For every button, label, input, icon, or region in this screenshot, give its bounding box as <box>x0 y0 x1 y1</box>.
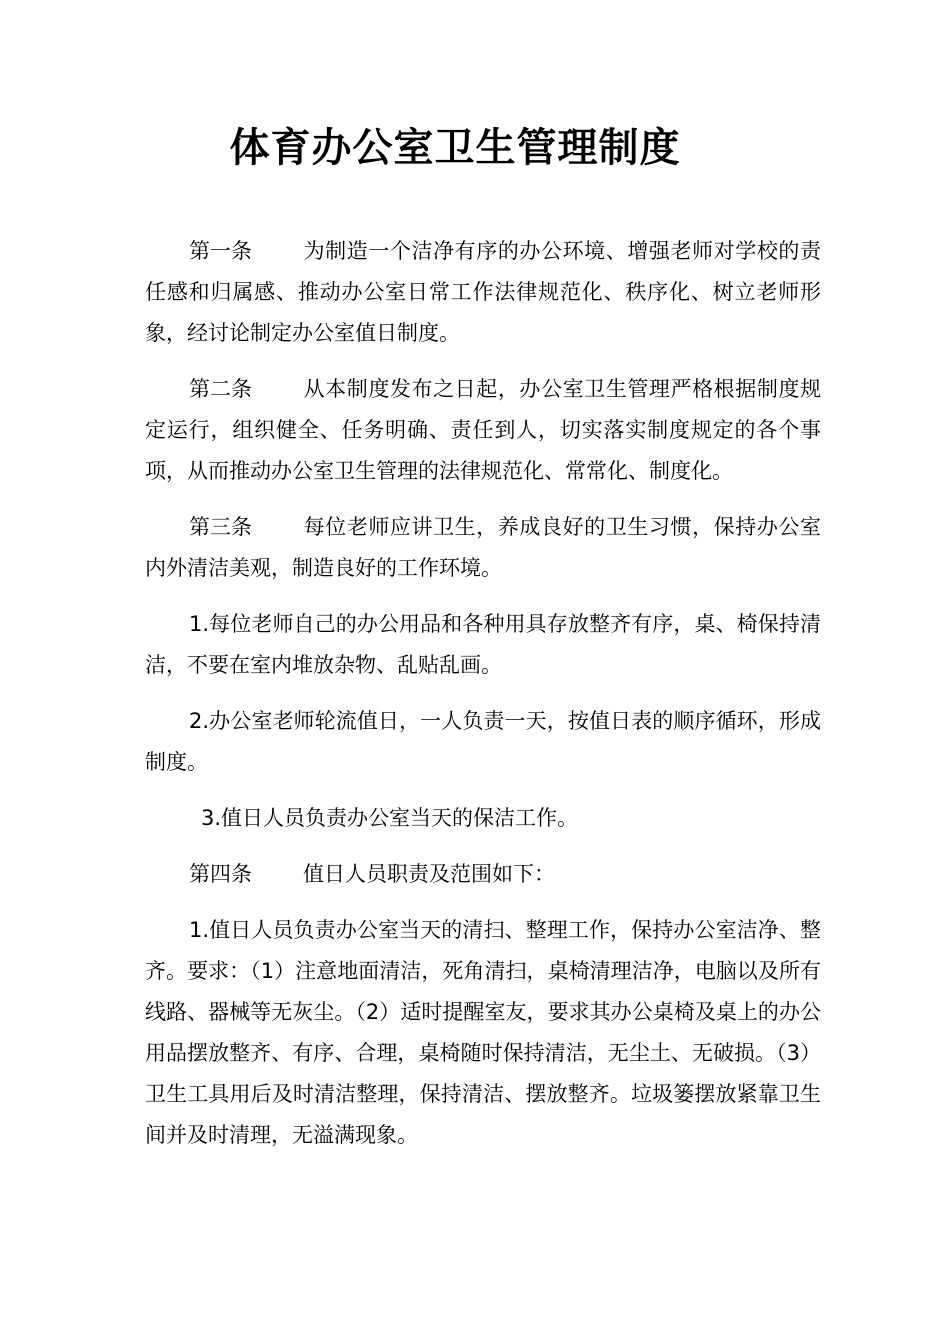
article-1-text: 为制造一个洁净有序的办公环境、增强老师对学校的责任感和归属感、推动办公室日常工作法律规范化、秩序化、树立老师形象，经讨论制定办公室值日制度。 <box>145 239 821 345</box>
article-4 <box>145 854 821 895</box>
article-1 <box>145 231 821 354</box>
article-4-item-1: 1.值日人员负责办公室当天的清扫、整理工作，保持办公室洁净、整齐。要求：（1）注意地面清洁，死角清扫，桌椅清理洁净，电脑以及所有线路、器械等无灰尘。（2）适时提醒室友，要求其办公桌椅及桌上的办公用品摆放整齐、有序、合理，桌椅随时保持清洁，无尘土、无破损。（3）卫生工具用后及时清洁整理，保持清洁、摆放整齐。垃圾篓摆放紧靠卫生间并及时清理，无溢满现象。 <box>145 918 821 1147</box>
article-2 <box>145 369 821 492</box>
article-2-label: 第二条 <box>189 377 252 401</box>
article-3-text: 每位老师应讲卫生，养成良好的卫生习惯，保持办公室内外清洁美观，制造良好的工作环境。 <box>145 515 821 580</box>
article-4-text: 值日人员职责及范围如下： <box>303 862 555 886</box>
document-title: 体育办公室卫生管理制度 <box>229 125 681 171</box>
article-3-label: 第三条 <box>189 515 252 539</box>
article-3-item-3: 3.值日人员负责办公室当天的保洁工作。 <box>201 806 579 830</box>
article-3-item-1: 1.每位老师自己的办公用品和各种用具存放整齐有序，桌、椅保持清洁，不要在室内堆放杂物、乱贴乱画。 <box>145 612 821 677</box>
article-3-item-2: 2.办公室老师轮流值日，一人负责一天，按值日表的顺序循环，形成制度。 <box>145 709 821 774</box>
document-body <box>145 231 821 1171</box>
article-3 <box>145 507 821 589</box>
article-4-label: 第四条 <box>189 862 252 886</box>
article-1-label: 第一条 <box>189 239 252 263</box>
article-2-text: 从本制度发布之日起，办公室卫生管理严格根据制度规定运行，组织健全、任务明确、责任到人，切实落实制度规定的各个事项，从而推动办公室卫生管理的法律规范化、常常化、制度化。 <box>145 377 821 483</box>
